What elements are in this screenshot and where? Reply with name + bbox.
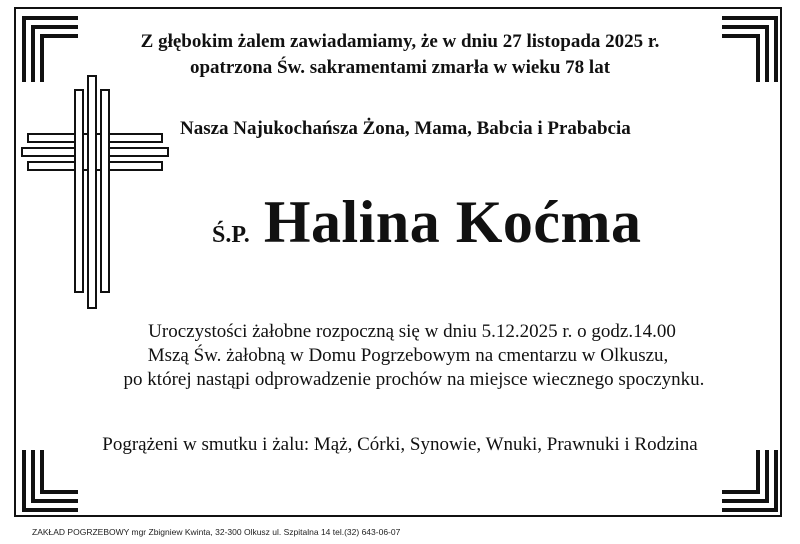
cross-icon	[20, 74, 170, 310]
announcement-line-2: opatrzona Św. sakramentami zmarła w wieku 78 lat	[189, 57, 611, 78]
funeral-home-footer: ZAKŁAD POGRZEBOWY mgr Zbigniew Kwinta, 32-300 Olkusz ul. Szpitalna 14 tel.(32) 643-06-07	[32, 527, 401, 537]
deceased-name-row	[212, 188, 641, 257]
mourners-list: Pogrążeni w smutku i żalu: Mąż, Córki, Synowie, Wnuki, Prawnuki i Rodzina	[102, 434, 698, 455]
corner-ornament-bottom-right-icon	[720, 448, 780, 514]
ceremony-line-1: Uroczystości żałobne rozpoczną się w dniu 5.12.2025 r. o godz.14.00	[148, 321, 676, 342]
announcement-line-1: Z głębokim żalem zawiadamiamy, że w dniu 27 listopada 2025 r.	[140, 31, 660, 52]
corner-ornament-bottom-left-icon	[20, 448, 80, 514]
deceased-prefix: Ś.P.	[212, 222, 250, 248]
ceremony-line-3: po której nastąpi odprowadzenie prochów na miejsce wiecznego spoczynku.	[123, 369, 705, 390]
ceremony-line-2: Mszą Św. żałobną w Domu Pogrzebowym na cmentarzu w Olkuszu,	[147, 345, 669, 366]
family-relation-subtitle: Nasza Najukochańsza Żona, Mama, Babcia i Prababcia	[180, 118, 631, 139]
deceased-name: Halina Koćma	[263, 189, 642, 255]
